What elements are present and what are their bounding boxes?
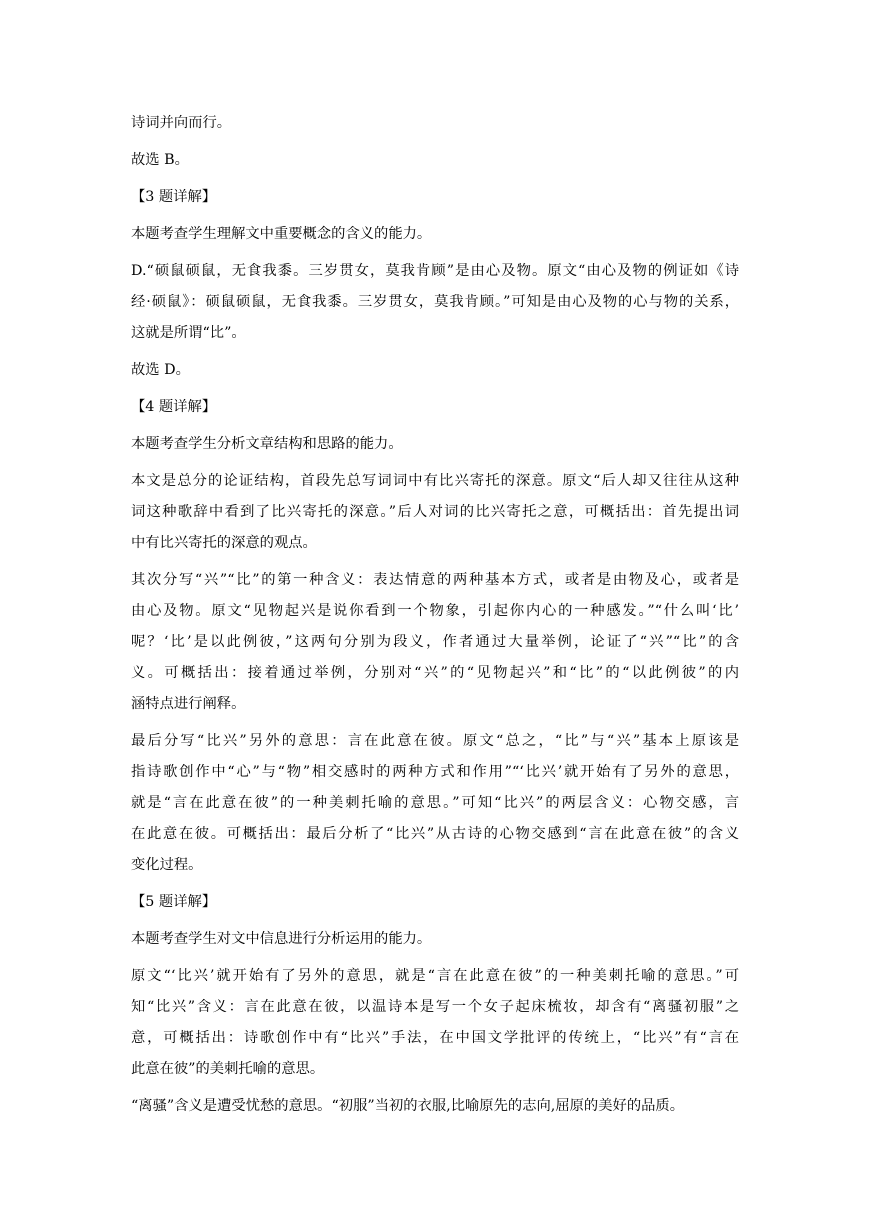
- text-line: 变化过程。: [131, 857, 203, 873]
- text-line: 这就是所谓“比”。: [131, 325, 246, 341]
- text-line: 本题考查学生对文中信息进行分析运用的能力。: [131, 931, 432, 947]
- text-line: 故选 B。: [131, 152, 189, 168]
- text-line: 知“比兴”含义：言在此意在彼，以温诗本是写一个女子起床梳妆，却含有“离骚初服”之: [131, 999, 739, 1015]
- text-line: 义。可概括出：接着通过举例，分别对“兴”的“见物起兴”和“比”的“以此例彼”的内: [131, 665, 739, 681]
- text-line: 在此意在彼。可概括出：最后分析了“比兴”从古诗的心物交感到“言在此意在彼”的含义: [131, 826, 739, 842]
- text-line: D.“硕鼠硕鼠，无食我黍。三岁贯女，莫我肯顾”是由心及物。原文“由心及物的例证如《诗: [131, 263, 739, 279]
- text-line: 本题考查学生理解文中重要概念的含义的能力。: [131, 226, 432, 242]
- text-line: 本题考查学生分析文章结构和思路的能力。: [131, 436, 403, 452]
- text-line: 诗词并向而行。: [131, 115, 232, 131]
- text-line: 指诗歌创作中“心”与“物”相交感时的两种方式和作用”“‘比兴’就开始有了另外的意思，: [131, 764, 739, 780]
- text-line: 原文“‘比兴’就开始有了另外的意思，就是“言在此意在彼”的一种美刺托喻的意思。”可: [131, 968, 739, 984]
- text-line: 此意在彼”的美刺托喻的意思。: [131, 1061, 325, 1077]
- section-heading-3: 【3 题详解】: [131, 189, 217, 205]
- paragraph-answer-b: [131, 145, 739, 176]
- section-heading-5: 【5 题详解】: [131, 894, 217, 910]
- paragraph-answer-d: [131, 355, 739, 386]
- text-line: 最后分写“比兴”另外的意思：言在此意在彼。原文“总之，“比”与“兴”基本上原该是: [131, 733, 739, 749]
- text-line: 由心及物。原文“见物起兴是说你看到一个物象，引起你内心的一种感发。”“什么叫‘比’: [131, 603, 739, 619]
- paragraph-3-intro: [131, 219, 739, 250]
- paragraph-3-analysis: [131, 256, 739, 349]
- paragraph-4-structure: [131, 466, 739, 559]
- text-line: 词这种歌辞中看到了比兴寄托的深意。”后人对词的比兴寄托之意，可概括出：首先提出词: [131, 504, 739, 520]
- paragraph-4-final: [131, 726, 739, 881]
- document-page: [131, 108, 739, 1128]
- paragraph-4-intro: [131, 429, 739, 460]
- text-line: 其次分写“兴”“比”的第一种含义：表达情意的两种基本方式，或者是由物及心，或者是: [131, 572, 739, 588]
- text-line: 本文是总分的论证结构，首段先总写词词中有比兴寄托的深意。原文“后人却又往往从这种: [131, 473, 739, 489]
- text-line: 呢？‘比’是以此例彼，”这两句分别为段义，作者通过大量举例，论证了“兴”“比”的含: [131, 634, 739, 650]
- paragraph-5-intro: [131, 924, 739, 955]
- text-line: 故选 D。: [131, 362, 190, 378]
- paragraph-5-lisao: [131, 1091, 739, 1122]
- paragraph-4-second: [131, 565, 739, 720]
- text-line: 意，可概括出：诗歌创作中有“比兴”手法，在中国文学批评的传统上，“比兴”有“言在: [131, 1030, 739, 1046]
- text-line: 中有比兴寄托的深意的观点。: [131, 535, 317, 551]
- section-heading-4: 【4 题详解】: [131, 399, 217, 415]
- text-line: 经·硕鼠》：硕鼠硕鼠，无食我黍。三岁贯女，莫我肯顾。”可知是由心及物的心与物的关系，: [131, 294, 739, 310]
- paragraph-5-analysis: [131, 961, 739, 1085]
- paragraph-1: [131, 108, 739, 139]
- text-line: “离骚”含义是遭受忧愁的意思。“初服”当初的衣服,比喻原先的志向,屈原的美好的品质。: [131, 1098, 685, 1114]
- text-line: 就是“言在此意在彼”的一种美刺托喻的意思。”可知“比兴”的两层含义：心物交感，言: [131, 795, 739, 811]
- text-line: 涵特点进行阐释。: [131, 696, 246, 712]
